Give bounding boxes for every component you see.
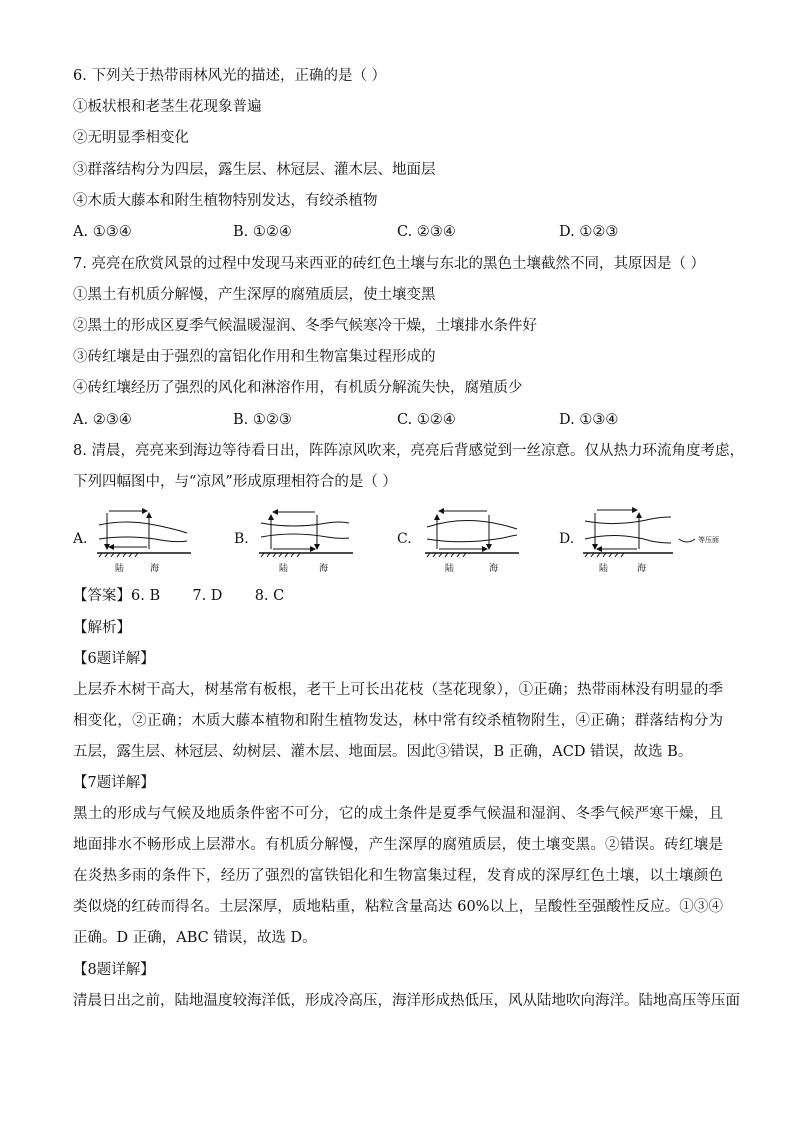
q6-item-3: ③群落结构分为四层，露生层、林冠层、灌木层、地面层	[73, 162, 436, 178]
diagram-d-label: D.	[559, 531, 575, 547]
q6-detail-body	[73, 675, 723, 768]
q6-option-c: C. ②③④	[397, 224, 456, 240]
answer-tag: 【答案】	[73, 588, 131, 604]
q7-option-a: A. ②③④	[73, 412, 132, 428]
q7-options	[73, 410, 723, 430]
isobar-legend-icon	[679, 539, 695, 542]
diagram-b-label: B.	[234, 531, 249, 547]
diagram-a-sea-label: 海	[150, 564, 160, 574]
q6-option-b: B. ①②④	[233, 224, 292, 240]
diagram-a-label: A.	[73, 531, 88, 547]
q6-option-a: A. ①③④	[73, 224, 132, 240]
q7-option-b: B. ①②③	[233, 412, 292, 428]
q7-option-d: D. ①③④	[559, 412, 619, 428]
diagram-a-land-label: 陆	[115, 564, 125, 574]
q6-options	[73, 222, 723, 242]
q7-stem: 7. 亮亮在欣赏风景的过程中发现马来西亚的砖红色土壤与东北的黑色土壤截然不同，其原因是（ ）	[73, 256, 706, 272]
q8-detail-heading: 【8题详解】	[73, 962, 155, 978]
q6-item-2: ②无明显季相变化	[73, 130, 189, 146]
isobar-legend-label: 等压面	[698, 536, 719, 544]
diagram-b	[257, 505, 377, 577]
q6-item-1: ①板状根和老茎生花现象普遍	[73, 99, 262, 115]
diagram-d-sea-label: 海	[637, 564, 647, 574]
analysis-tag: 【解析】	[73, 620, 131, 636]
q7-item-3: ③砖红壤是由于强烈的富铝化作用和生物富集过程形成的	[73, 349, 436, 365]
answer-line	[73, 586, 284, 606]
q8-stem-line1: 8. 清晨，亮亮来到海边等待看日出，阵阵凉风吹来，亮亮后背感觉到一丝凉意。仅从热力环流角度考虑，	[73, 443, 744, 459]
diagram-c-land-label: 陆	[445, 564, 455, 574]
diagram-d-land-label: 陆	[599, 564, 609, 574]
diagram-c-sea-label: 海	[489, 564, 499, 574]
diagram-c	[423, 505, 543, 577]
diagram-b-land-label: 陆	[279, 564, 289, 574]
answer-text: 6. B 7. D 8. C	[131, 588, 285, 604]
q7-item-2: ②黑土的形成区夏季气候温暖湿润、冬季气候寒冷干燥，土壤排水条件好	[73, 318, 537, 334]
q6-option-d: D. ①②③	[559, 224, 619, 240]
q6-stem: 6. 下列关于热带雨林风光的描述，正确的是（ ）	[73, 68, 387, 84]
diagram-d	[581, 505, 723, 577]
q8-diagrams	[73, 505, 723, 580]
q6-detail-heading: 【6题详解】	[73, 651, 155, 667]
q7-item-1: ①黑土有机质分解慢，产生深厚的腐殖质层，使土壤变黑	[73, 287, 436, 303]
q7-option-c: C. ①②④	[397, 412, 456, 428]
q7-detail-body	[73, 799, 723, 954]
q7-detail-heading: 【7题详解】	[73, 775, 155, 791]
q8-detail-text: 清晨日出之前，陆地温度较海洋低，形成冷高压，海洋形成热低压，风从陆地吹向海洋。陆地高压等压面	[73, 993, 740, 1009]
q7-item-4: ④砖红壤经历了强烈的风化和淋溶作用，有机质分解流失快，腐殖质少	[73, 380, 523, 396]
diagram-a	[95, 505, 215, 577]
diagram-b-sea-label: 海	[319, 564, 329, 574]
q6-detail-text: 上层乔木树干高大，树基常有板根，老干上可长出花枝（茎花现象），①正确；热带雨林没有明显的季相变化，②正确；木质大藤本植物和附生植物发达，林中常有绞杀植物附生，④正确；群落结构分为五层，露生层、林冠层、幼树层、灌木层、地面层。因此③错误，B 正确，ACD 错误，故选 B。	[73, 682, 723, 760]
q7-detail-text: 黑土的形成与气候及地质条件密不可分，它的成土条件是夏季气候温和湿润、冬季气候严寒干燥，且地面排水不畅形成上层滞水。有机质分解慢，产生深厚的腐殖质层，使土壤变黑。②错误。砖红壤是在炎热多雨的条件下，经历了强烈的富铁铝化和生物富集过程，发育成的深厚红色土壤，以土壤颜色类似烧的红砖而得名。土层深厚，质地粘重，粘粒含量高达 60%以上，呈酸性至强酸性反应。①③④正确。D 正确，ABC 错误，故选 D。	[73, 806, 723, 946]
q8-stem-line2: 下列四幅图中，与“凉风”形成原理相符合的是（ ）	[73, 474, 397, 490]
q6-item-4: ④木质大藤本和附生植物特别发达，有绞杀植物	[73, 193, 378, 209]
diagram-c-label: C.	[397, 531, 412, 547]
